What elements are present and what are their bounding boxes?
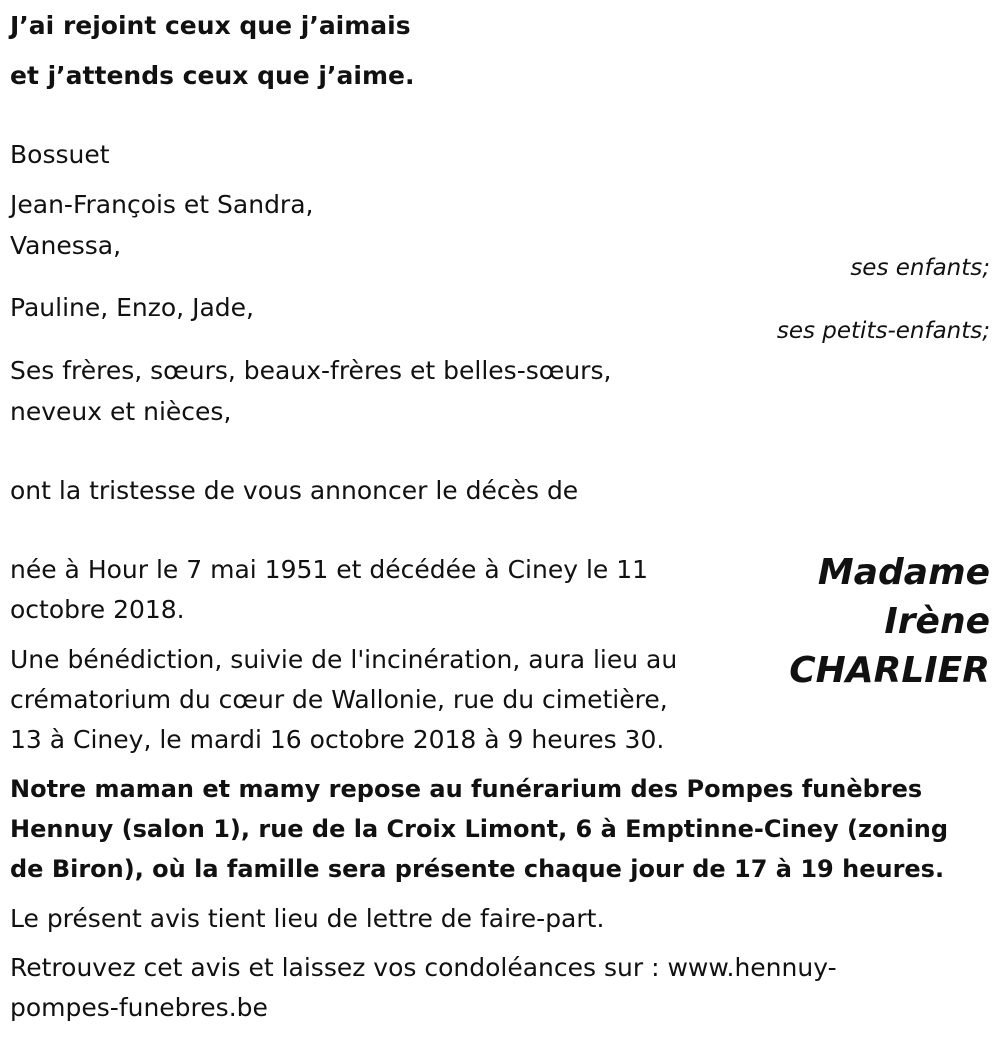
ceremony-line-3: 13 à Ciney, le mardi 16 octobre 2018 à 9 heures 30.	[10, 725, 665, 754]
children-line-2: Vanessa,	[10, 231, 122, 260]
grandchildren: Pauline, Enzo, Jade,	[10, 293, 254, 322]
children-line-1: Jean-François et Sandra,	[10, 190, 314, 219]
website-line-1: Retrouvez cet avis et laissez vos condoléances sur : www.hennuy-	[10, 953, 837, 982]
birth-death-line-1: née à Hour le 7 mai 1951 et décédée à Ciney le 11	[10, 555, 649, 584]
deceased-title: Madame	[817, 552, 990, 593]
deceased-first-name: Irène	[884, 601, 990, 642]
announcement: ont la tristesse de vous annoncer le décès de	[10, 476, 579, 505]
visitation-line-2: Hennuy (salon 1), rue de la Croix Limont, 6 à Emptinne-Ciney (zoning	[10, 815, 949, 843]
ceremony-line-1: Une bénédiction, suivie de l'incinération, aura lieu au	[10, 645, 678, 674]
family-place: Bossuet	[10, 140, 110, 169]
grandchildren-label: ses petits-enfants;	[776, 318, 990, 344]
siblings-line-2: neveux et nièces,	[10, 397, 232, 426]
epitaph-line-2: et j’attends ceux que j’aime.	[10, 61, 415, 90]
epitaph-line-1: J’ai rejoint ceux que j’aimais	[10, 11, 411, 40]
website-line-2: pompes-funebres.be	[10, 993, 268, 1022]
deceased-last-name: CHARLIER	[789, 650, 990, 691]
children-label: ses enfants;	[850, 255, 990, 281]
deceased-name	[750, 548, 990, 695]
birth-death-line-2: octobre 2018.	[10, 595, 185, 624]
visitation-line-1: Notre maman et mamy repose au funérarium des Pompes funèbres	[10, 775, 923, 803]
ceremony-line-2: crématorium du cœur de Wallonie, rue du cimetière,	[10, 685, 668, 714]
notice: Le présent avis tient lieu de lettre de faire-part.	[10, 904, 605, 933]
visitation-line-3: de Biron), où la famille sera présente chaque jour de 17 à 19 heures.	[10, 855, 945, 883]
siblings-line-1: Ses frères, sœurs, beaux-frères et belles-sœurs,	[10, 356, 612, 385]
